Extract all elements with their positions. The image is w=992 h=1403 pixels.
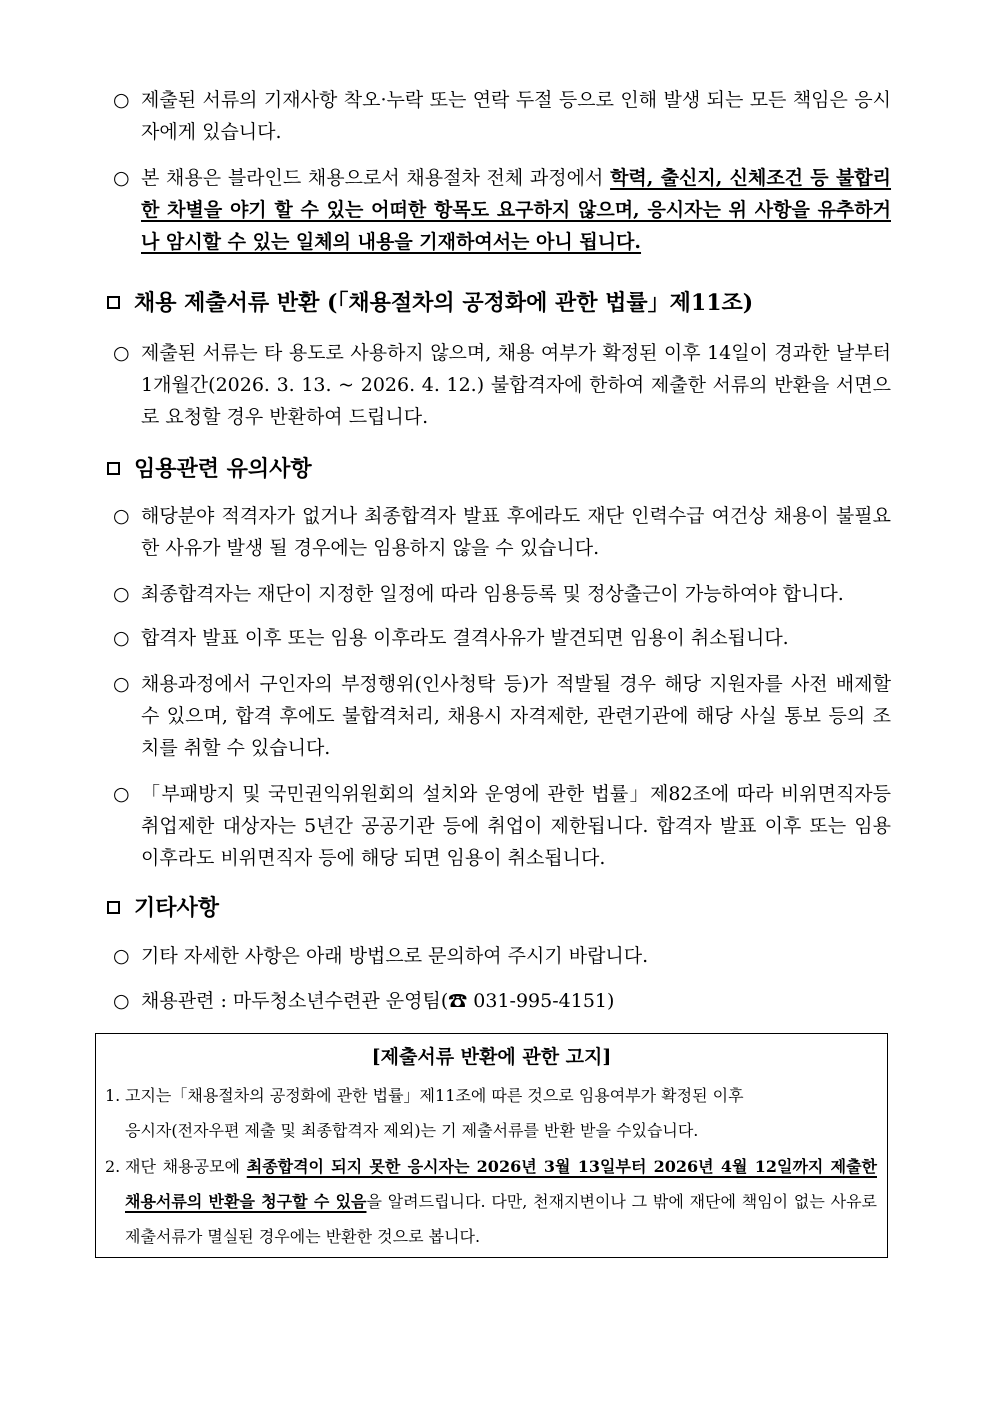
notice-text-plain: 재단 채용공모에 [125,1157,247,1176]
bullet-circle: ○ [113,627,130,649]
bullet-circle: ○ [113,945,130,967]
notice-box [95,1033,888,1258]
list-item [113,84,891,148]
item-text: 「부패방지 및 국민권익위원회의 설치와 운영에 관한 법률」제82조에 따라 비위면직자등 취업제한 대상자는 5년간 공공기관 등에 취업이 제한됩니다. 합격자 발표 이후 또는 임용 이후라도 비위면직자 등에 해당 되면 임용이 취소됩니다. [141,783,891,869]
item-text [141,162,891,258]
list-item [113,668,891,764]
item-text: 채용과정에서 구인자의 부정행위(인사청탁 등)가 적발될 경우 해당 지원자를 사전 배제할 수 있으며, 합격 후에도 불합격처리, 채용시 자격제한, 관련기관에 해당 사실 통보 등의 조치를 취할 수 있습니다. [141,673,891,759]
section-title: 임용관련 유의사항 [134,456,312,482]
item-text: 최종합격자는 재단이 지정한 일정에 따라 임용등록 및 정상출근이 가능하여야 합니다. [141,583,844,605]
notice-item-line: 고지는「채용절차의 공정화에 관한 법률」제11조에 따른 것으로 임용여부가 확정된 이후 [125,1086,744,1105]
section-heading [107,453,312,485]
notice-item-number: 2. [105,1157,121,1176]
item-text: 합격자 발표 이후 또는 임용 이후라도 결격사유가 발견되면 임용이 취소됩니다. [141,627,789,649]
notice-item [105,1149,877,1254]
item-text: 채용관련 : 마두청소년수련관 운영팀(☎ 031-995-4151) [141,990,615,1012]
bullet-circle: ○ [113,783,130,805]
list-item [113,162,891,258]
bullet-circle: ○ [113,89,130,111]
notice-title: [제출서류 반환에 관한 고지] [371,1046,612,1068]
item-text-plain: 본 채용은 블라인드 채용으로서 채용절차 전체 과정에서 [141,167,611,189]
list-item [113,622,891,654]
list-item [113,337,891,433]
notice-text-underlined: 최종합격이 되지 못한 응시자는 2026년 3월 13일부터 2026년 4월 12일까지 제출한 채용서류의 반환을 청구할 수 있음 [125,1157,877,1211]
list-item [113,500,891,564]
bullet-circle: ○ [113,167,130,189]
list-item [113,578,891,610]
section-heading [107,287,753,319]
bullet-circle: ○ [113,673,130,695]
section-title: 채용 제출서류 반환 (「채용절차의 공정화에 관한 법률」제11조) [134,290,754,316]
list-item [113,940,891,972]
notice-item-line: 응시자(전자우편 제출 및 최종합격자 제외)는 기 제출서류를 반환 받을 수있습니다. [125,1121,699,1140]
notice-item-number: 1. [105,1086,121,1105]
item-text: 제출된 서류의 기재사항 착오·누락 또는 연락 두절 등으로 인해 발생 되는 모든 책임은 응시자에게 있습니다. [141,89,891,143]
list-item [113,985,891,1017]
bullet-circle: ○ [113,583,130,605]
bullet-circle: ○ [113,505,130,527]
item-text-underlined: 학력, 출신지, 신체조건 등 불합리한 차별을 야기 할 수 있는 어떠한 항목도 요구하지 않으며, 응시자는 위 사항을 유추하거나 암시할 수 있는 일체의 내용을 기재하여서는 아니 됩니다. [141,167,892,253]
item-text: 해당분야 적격자가 없거나 최종합격자 발표 후에라도 재단 인력수급 여건상 채용이 불필요한 사유가 발생 될 경우에는 임용하지 않을 수 있습니다. [141,505,891,559]
list-item [113,778,891,874]
item-text: 제출된 서류는 타 용도로 사용하지 않으며, 채용 여부가 확정된 이후 14일이 경과한 날부터 1개월간(2026. 3. 13. ~ 2026. 4. 12.) 불합격자에 한하여 제출한 서류의 반환을 서면으로 요청할 경우 반환하여 드립니다. [141,342,891,428]
section-heading [107,892,219,924]
notice-item [105,1078,877,1148]
checkbox-square-icon [107,462,120,475]
item-text: 기타 자세한 사항은 아래 방법으로 문의하여 주시기 바랍니다. [141,945,649,967]
bullet-circle: ○ [113,342,130,364]
checkbox-square-icon [107,901,120,914]
bullet-circle: ○ [113,990,130,1012]
notice-text-plain: 을 알려드립니다. 다만, 천재지변이나 그 밖에 재단에 책임이 없는 사유로 제출서류가 멸실된 경우에는 반환한 것으로 봅니다. [125,1192,877,1246]
checkbox-square-icon [107,296,120,309]
section-title: 기타사항 [134,895,220,921]
